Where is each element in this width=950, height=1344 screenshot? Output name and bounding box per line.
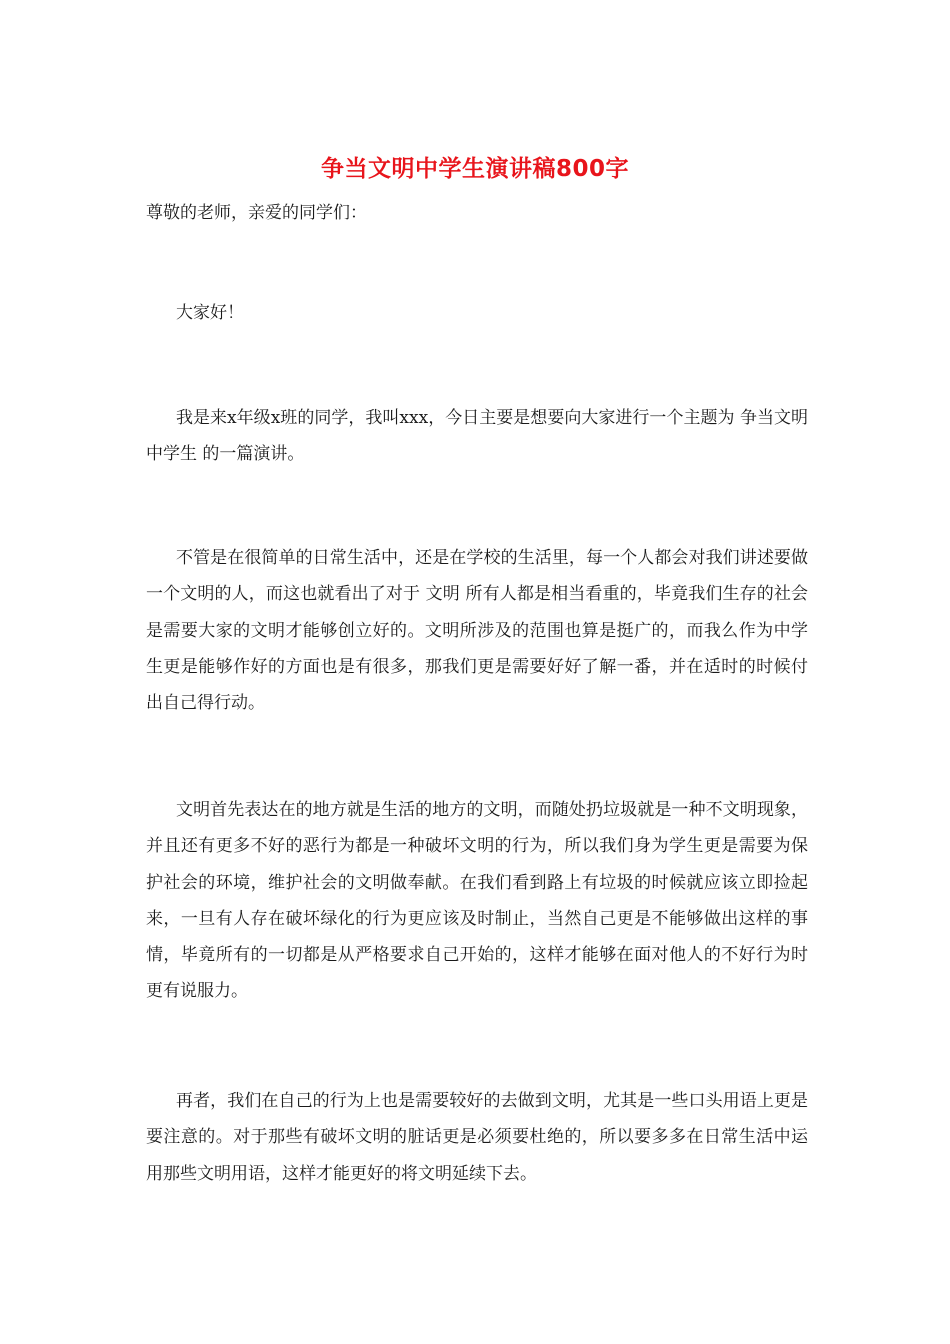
document-title: 争当文明中学生演讲稿800字 xyxy=(320,156,629,182)
hello-line: 大家好！ xyxy=(176,303,244,323)
paragraph-body-2: 文明首先表达在的地方就是生活的地方的文明，而随处扔垃圾就是一种不文明现象，并且还有更多不好的恶行为都是一种破坏文明的行为，所以我们身为学生更是需要为保护社会的环境，维护社会的文明做奉献。在我们看到路上有垃圾的时候就应该立即捡起来，一旦有人存在破坏绿化的行为更应该及时制止，当然自己更是不能够做出这样的事情，毕竟所有的一切都是从严格要求自己开始的，这样才能够在面对他人的不好行为时更有说服力。 xyxy=(146,800,808,1002)
paragraph-body-1: 不管是在很简单的日常生活中，还是在学校的生活里，每一个人都会对我们讲述要做一个文明的人，而这也就看出了对于 文明 所有人都是相当看重的，毕竟我们生存的社会是需要大家的文明才能够创立好的。文明所涉及的范围也算是挺广的，而我么作为中学生更是能够作好的方面也是有很多，那我们更是需要好好了解一番，并在适时的时候付出自己得行动。 xyxy=(146,548,808,714)
paragraph-body-3: 再者，我们在自己的行为上也是需要较好的去做到文明，尤其是一些口头用语上更是要注意的。对于那些有破坏文明的脏话更是必须要杜绝的，所以要多多在日常生活中运用那些文明用语，这样才能更好的将文明延续下去。 xyxy=(146,1091,808,1184)
paragraph-intro: 我是来x年级x班的同学，我叫xxx，今日主要是想要向大家进行一个主题为 争当文明中学生 的一篇演讲。 xyxy=(146,408,808,465)
greeting-line: 尊敬的老师，亲爱的同学们： xyxy=(146,203,367,223)
